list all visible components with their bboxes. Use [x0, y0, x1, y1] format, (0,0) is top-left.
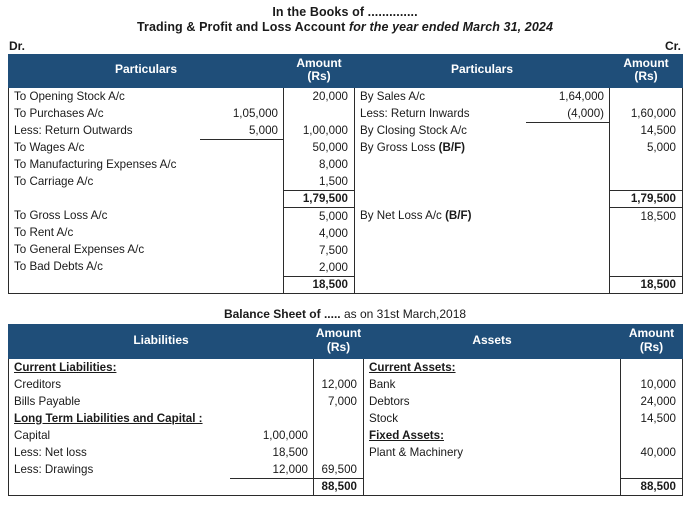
credit-amount-cell [610, 88, 683, 294]
col-header-amount-debit [284, 54, 355, 88]
debit-grand-total: 18,500 [284, 276, 354, 293]
col-header-assets-amount-line1: Amount [628, 326, 675, 341]
balance-sheet-title-bold: Balance Sheet of ..... [223, 307, 344, 322]
trading-and-pl-account-table [8, 54, 683, 295]
list-item [355, 88, 609, 105]
entry-subamount: 1,00,000 [262, 428, 308, 442]
amount-value: 1,60,000 [630, 107, 676, 121]
list-item [9, 105, 283, 122]
spacer-line [355, 275, 609, 292]
spacer-line [621, 461, 682, 478]
list-item [9, 444, 313, 461]
list-item [355, 207, 609, 224]
amount-value [284, 105, 354, 122]
entry-label: Creditors [14, 377, 62, 391]
liabilities-particulars-cell [9, 358, 314, 495]
spacer-line [610, 156, 682, 173]
amount-value [621, 359, 682, 376]
spacer-line [355, 258, 609, 275]
spacer-line [9, 275, 283, 292]
col-header-amount-credit [610, 54, 683, 88]
credit-grand-total: 18,500 [610, 276, 682, 293]
amount-value: 1,00,000 [302, 124, 348, 138]
entry-label: Bills Payable [14, 394, 81, 408]
list-item [9, 410, 313, 427]
debit-particulars-list [9, 88, 283, 292]
credit-subtotal: 1,79,500 [610, 190, 682, 208]
debit-subtotal: 1,79,500 [284, 190, 354, 208]
entry-label [355, 122, 526, 139]
list-item [9, 376, 313, 393]
amount-value: 2,000 [318, 261, 348, 275]
balance-sheet-title-rest: as on 31st March,2018 [343, 307, 467, 322]
spacer-line [9, 190, 283, 207]
list-item [9, 88, 283, 105]
amount-value: 8,000 [318, 158, 348, 172]
balance-sheet-body-row [9, 358, 683, 495]
entry-subamount: (4,000) [526, 106, 609, 123]
amount-value [610, 88, 682, 105]
col-header-assets-amount [621, 325, 683, 359]
credit-particulars-list [355, 88, 609, 292]
amount-value: 4,000 [318, 227, 348, 241]
list-item: Debtors [369, 394, 410, 408]
amount-value: 18,500 [640, 210, 676, 224]
credit-amount-list [610, 88, 682, 293]
amount-value: 5,000 [318, 210, 348, 224]
amount-value: 5,000 [646, 141, 676, 155]
list-item [9, 393, 313, 410]
assets-amount-cell [621, 358, 683, 495]
col-header-amount-debit-line2: (Rs) [307, 69, 331, 84]
section-heading: Fixed Assets: [369, 428, 444, 442]
list-item [9, 122, 283, 139]
entry-label: To Purchases A/c [14, 107, 104, 121]
trading-pl-title-bold: Trading & Profit and Loss Account [136, 20, 349, 35]
list-item: Plant & Machinery [369, 445, 464, 459]
section-heading: Current Liabilities: [14, 360, 117, 374]
balance-sheet-table [8, 324, 683, 496]
amount-value: 7,000 [327, 394, 357, 408]
spacer-line [355, 156, 609, 173]
section-heading: Long Term Liabilities and Capital : [14, 411, 203, 425]
assets-particulars-cell [364, 358, 621, 495]
list-item [9, 461, 313, 478]
amount-value: 24,000 [640, 394, 676, 408]
amount-value: 69,500 [321, 462, 357, 476]
col-header-liabilities-amount [314, 325, 364, 359]
amount-value: 40,000 [640, 445, 676, 459]
amount-value: 1,500 [318, 175, 348, 189]
entry-label-text: By Gross Loss [360, 141, 439, 155]
entry-label-text: Less: Return Inwards [360, 107, 470, 121]
liabilities-total: 88,500 [314, 478, 363, 495]
assets-list [364, 359, 620, 495]
credit-particulars-cell [355, 88, 610, 294]
entry-label-bold: (B/F) [438, 141, 466, 155]
amount-value: 14,500 [640, 124, 676, 138]
amount-value [314, 444, 363, 461]
col-header-liabilities: Liabilities [9, 325, 314, 359]
entry-label [355, 139, 526, 156]
spacer-line [610, 259, 682, 276]
amount-value: 10,000 [640, 377, 676, 391]
list-item: Stock [369, 411, 398, 425]
liabilities-list [9, 359, 313, 495]
balance-sheet-header-row [9, 325, 683, 359]
list-item [9, 359, 313, 376]
spacer-line [364, 461, 620, 478]
col-header-amount-credit-line2: (Rs) [634, 69, 658, 84]
entry-label: To Wages A/c [14, 141, 85, 155]
assets-amount-list [621, 359, 682, 495]
spacer-line [610, 225, 682, 242]
spacer-line [9, 478, 313, 495]
debit-amount-list [284, 88, 354, 293]
entry-subamount: 1,64,000 [558, 90, 604, 104]
list-item [355, 122, 609, 139]
entry-label: Less: Net loss [14, 445, 87, 459]
trading-pl-title-italic: for the year ended March 31, 2024 [348, 20, 554, 35]
list-item [355, 105, 609, 122]
spacer-line [610, 173, 682, 190]
amount-value [314, 359, 363, 376]
list-item: To Gross Loss A/c [14, 209, 108, 223]
list-item: Bank [369, 377, 396, 391]
cr-label: Cr. [664, 38, 681, 53]
spacer-line [355, 241, 609, 258]
entry-label: Less: Return Outwards [14, 124, 133, 138]
amount-value: 12,000 [321, 377, 357, 391]
amount-value: 50,000 [312, 141, 348, 155]
balance-sheet-title [8, 294, 682, 324]
entry-label: Capital [14, 428, 51, 442]
entry-label [355, 88, 526, 105]
list-item: To General Expenses A/c [14, 243, 145, 257]
col-header-amount-credit-line1: Amount [623, 55, 669, 70]
amount-value [314, 410, 363, 427]
entry-subamount: 5,000 [200, 123, 283, 140]
col-header-liabilities-amount-line1: Amount [315, 326, 362, 341]
spacer-line [364, 478, 620, 495]
amount-value: 7,500 [318, 244, 348, 258]
liabilities-amount-cell [314, 358, 364, 495]
amount-value: 14,500 [640, 411, 676, 425]
list-item [9, 173, 283, 190]
entry-label-text: By Closing Stock A/c [360, 124, 467, 138]
spacer-line [355, 190, 609, 207]
list-item: To Rent A/c [14, 226, 74, 240]
spacer-line [355, 224, 609, 241]
liabilities-amount-list [314, 359, 363, 495]
spacer-line [355, 173, 609, 190]
list-item [9, 427, 313, 444]
amount-value [621, 427, 682, 444]
debit-amount-cell [284, 88, 355, 294]
entry-label: Less: Drawings [14, 462, 94, 476]
col-header-particulars-credit: Particulars [355, 54, 610, 88]
entry-label-text: By Sales A/c [360, 90, 426, 104]
list-item [9, 139, 283, 156]
entry-subamount: 1,05,000 [232, 107, 278, 121]
books-of-line: In the Books of .............. [272, 5, 418, 19]
col-header-assets-amount-line2: (Rs) [639, 339, 664, 354]
entry-subamount: 18,500 [272, 445, 308, 459]
entry-label-bold: (B/F) [445, 209, 472, 223]
spacer-line [610, 242, 682, 259]
trading-pl-title-line [8, 20, 682, 35]
list-item [9, 156, 283, 173]
dr-label: Dr. [9, 38, 26, 53]
trading-table-header-row [9, 54, 683, 88]
entry-label: To Manufacturing Expenses A/c [14, 158, 177, 172]
entry-label [355, 105, 526, 122]
assets-total: 88,500 [621, 478, 682, 495]
col-header-amount-debit-line1: Amount [296, 55, 342, 70]
entry-label: To Opening Stock A/c [14, 90, 125, 104]
amount-value [314, 427, 363, 444]
entry-label-text: By Net Loss A/c [360, 209, 446, 223]
list-item [355, 139, 609, 156]
list-item: To Bad Debts A/c [14, 260, 103, 274]
col-header-assets: Assets [364, 325, 621, 359]
dr-cr-row [8, 36, 682, 54]
trading-body-row [9, 88, 683, 294]
amount-value: 20,000 [312, 90, 348, 104]
col-header-particulars-debit: Particulars [9, 54, 284, 88]
document-title-block [8, 0, 682, 36]
entry-subamount: 12,000 [230, 462, 313, 479]
section-heading: Current Assets: [369, 360, 456, 374]
col-header-liabilities-amount-line2: (Rs) [326, 339, 351, 354]
entry-label: To Carriage A/c [14, 175, 94, 189]
debit-particulars-cell [9, 88, 284, 294]
